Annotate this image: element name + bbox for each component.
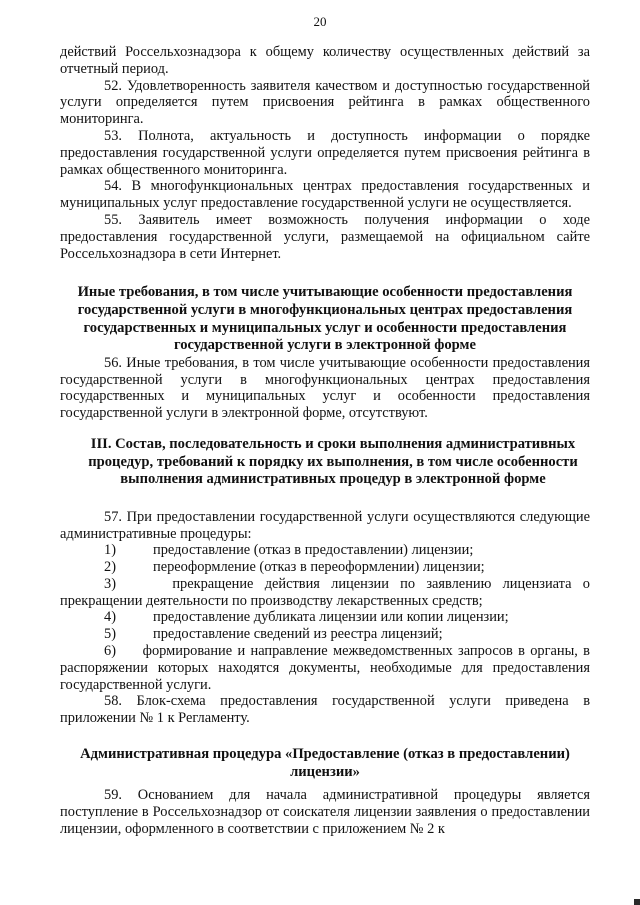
chapter-heading-iii: III. Состав, последовательность и сроки выполнения административных процедур, требований к порядку их выполнения, в том числе особенности выполнения административных процедур в электронной форме	[88, 435, 578, 488]
list-item-number: 2)	[104, 559, 116, 576]
list-item-text: переоформление (отказ в переоформлении) лицензии;	[153, 559, 485, 576]
list-item-number: 6)	[104, 643, 116, 660]
list-item-text: формирование и направление межведомственных запросов в органы, в распоряжении которых находятся документы, необходимые для предоставления государственной услуги.	[60, 643, 590, 693]
list-item	[60, 626, 590, 643]
list-item-number: 5)	[104, 626, 116, 643]
list-item-number: 1)	[104, 542, 116, 559]
paragraph-54: 54. В многофункциональных центрах предоставления государственных и муниципальных услуг предоставление государственной услуги не осуществляется.	[60, 178, 590, 212]
list-item	[60, 609, 590, 626]
procedures-list	[60, 542, 590, 693]
paragraph-55: 55. Заявитель имеет возможность получения информации о ходе предоставления государственной услуги, размещаемой на официальном сайте Россельхознадзора в сети Интернет.	[60, 211, 590, 262]
paragraph-56: 56. Иные требования, в том числе учитывающие особенности предоставления государственной услуги в многофункциональных центрах предоставления государственных и муниципальных услуг и особенности предоставления государственной услуги в электронной форме, отсутствуют.	[60, 354, 590, 422]
paragraph-57: 57. При предоставлении государственной услуги осуществляются следующие административные процедуры:	[60, 508, 590, 542]
paragraph-52: 52. Удовлетворенность заявителя качеством и доступностью государственной услуги определяется путем присвоения рейтинга в рамках общественного мониторинга.	[60, 77, 590, 128]
list-item	[60, 643, 590, 693]
paragraph-53: 53. Полнота, актуальность и доступность информации о порядке предоставления государственной услуги определяется путем присвоения рейтинга в рамках общественного мониторинга.	[60, 127, 590, 178]
list-item	[60, 559, 590, 576]
paragraph-58: 58. Блок-схема предоставления государственной услуги приведена в приложении № 1 к Регламенту.	[60, 693, 590, 727]
list-item	[60, 542, 590, 559]
paragraph-59: 59. Основанием для начала административной процедуры является поступление в Россельхознадзор от соискателя лицензии заявления о предоставлении лицензии, оформленного в соответствии с приложением № 2 к	[60, 787, 590, 837]
list-item	[60, 576, 590, 610]
list-item-number: 3)	[104, 575, 116, 592]
list-item-text: предоставление (отказ в предоставлении) лицензии;	[153, 542, 474, 559]
page-content	[60, 44, 590, 838]
scan-artifact	[634, 899, 640, 905]
page-number: 20	[313, 14, 327, 29]
section-heading-licensing-procedure: Административная процедура «Предоставление (отказ в предоставлении) лицензии»	[80, 746, 570, 780]
list-item-text: предоставление сведений из реестра лицензий;	[153, 626, 443, 643]
list-item-number: 4)	[104, 609, 116, 626]
section-heading-other-requirements: Иные требования, в том числе учитывающие особенности предоставления государственной услуги в многофункциональных центрах предоставления государственных и муниципальных услуг и особенности предоставления государственной услуги в электронной форме	[77, 284, 573, 354]
list-item-text: прекращение действия лицензии по заявлению лицензиата о прекращении деятельности по производству лекарственных средств;	[60, 575, 590, 609]
paragraph-continuation: действий Россельхознадзора к общему количеству осуществленных действий за отчетный период.	[60, 44, 590, 77]
list-item-text: предоставление дубликата лицензии или копии лицензии;	[153, 609, 509, 626]
